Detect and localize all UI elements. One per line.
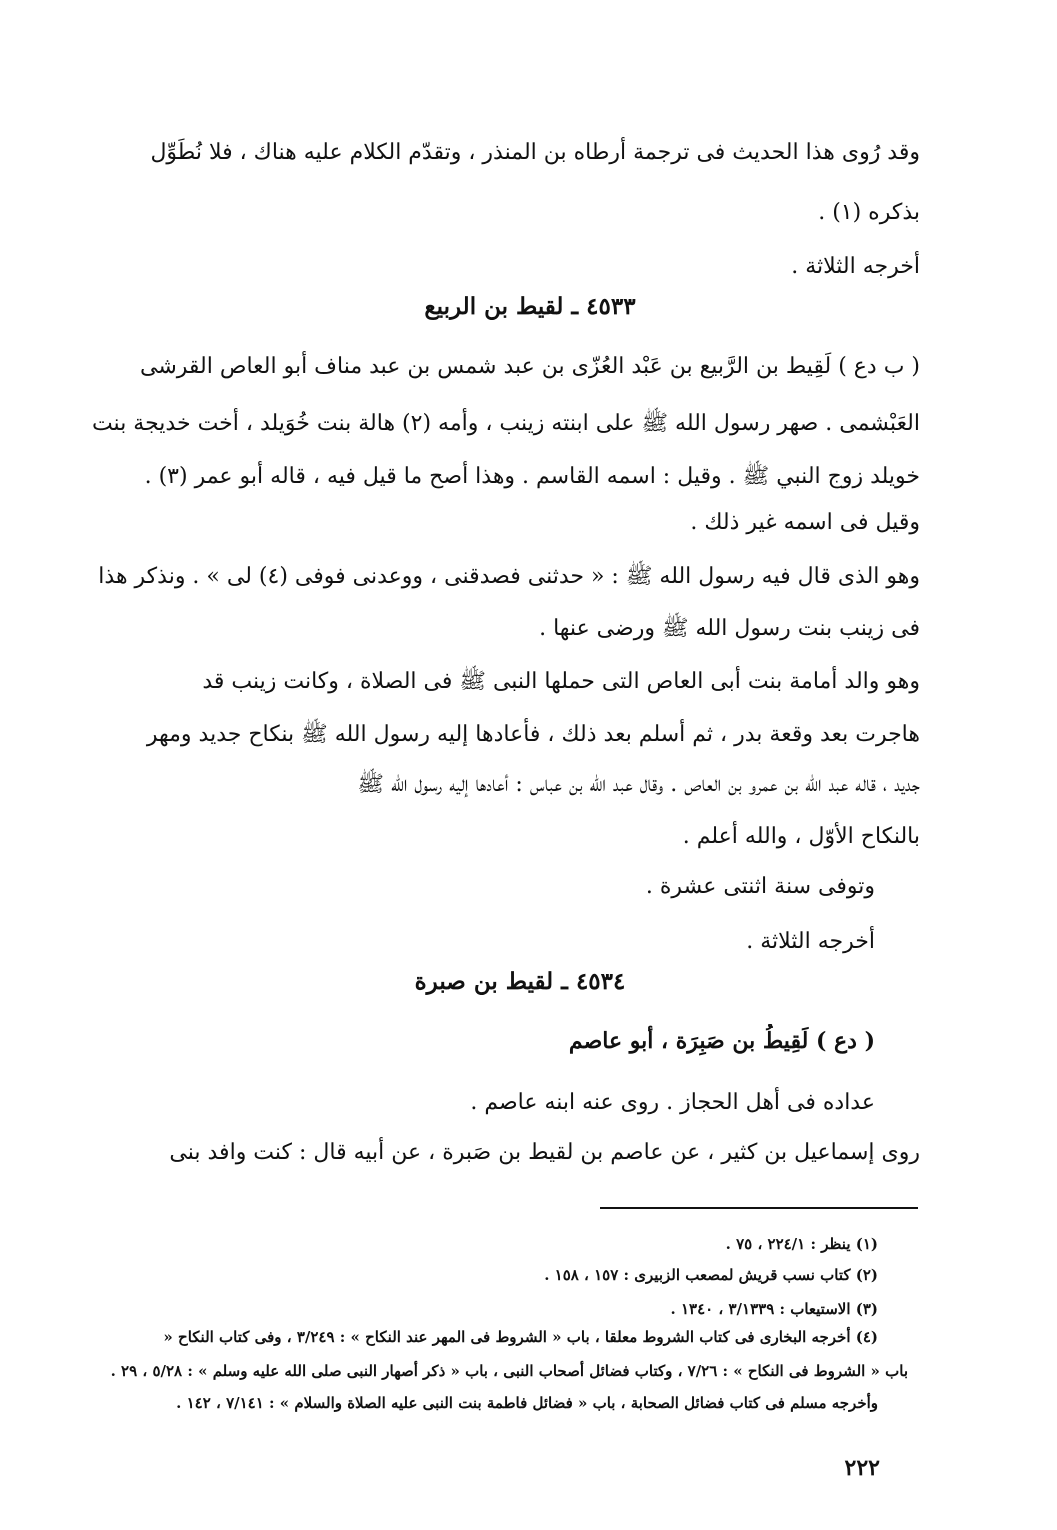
footnote-2: (٢) كتاب نسب قريش لمصعب الزبيرى : ١٥٧ ، ١٥٨ . — [544, 1266, 878, 1284]
entry1-p3-line-1: وهو والد أمامة بنت أبى العاص التى حملها النبى ﷺ فى الصلاة ، وكانت زينب قد — [202, 669, 920, 694]
entry1-p2-line-2: فى زينب بنت رسول الله ﷺ ورضى عنها . — [539, 616, 920, 641]
footnote-3: (٣) الاستيعاب : ٣/١٣٣٩ ، ١٣٤٠ . — [670, 1300, 878, 1318]
entry1-closing-line: أخرجه الثلاثة . — [746, 929, 875, 954]
footnote-separator — [600, 1207, 918, 1209]
entry-heading-4534: ٤٥٣٤ ـ لقيط بن صبرة — [414, 968, 626, 995]
entry2-line-2: عداده فى أهل الحجاز . روى عنه ابنه عاصم . — [470, 1090, 875, 1115]
entry1-p3-line-4: بالنكاح الأوّل ، والله أعلم . — [682, 824, 920, 849]
page-number: ٢٢٢ — [844, 1455, 880, 1481]
footnote-4-line-1: (٤) أخرجه البخارى فى كتاب الشروط معلقا ، باب « الشروط فى المهر عند النكاح » : ٣/٢٤٩ ، وفى كتاب النكاح « — [163, 1328, 878, 1346]
entry2-line-3: روى إسماعيل بن كثير ، عن عاصم بن لقيط بن صَبرة ، عن أبيه قال : كنت وافد بنى — [169, 1140, 920, 1165]
intro-line-3: أخرجه الثلاثة . — [791, 254, 920, 279]
entry1-p3-line-2: هاجرت بعد وقعة بدر ، ثم أسلم بعد ذلك ، فأعادها إليه رسول الله ﷺ بنكاح جديد ومهر — [146, 722, 920, 747]
entry1-p1-line-3: خويلد زوج النبي ﷺ . وقيل : اسمه القاسم . وهذا أصح ما قيل فيه ، قاله أبو عمر (٣) . — [144, 464, 920, 489]
entry1-p3-line-3: جديد ، قاله عبد الله بن عمرو بن العاص . وقال عبد الله بن عباس : أعادها إليه رسول الله ﷺ — [357, 772, 920, 797]
intro-line-1: وقد رُوى هذا الحديث فى ترجمة أرطاه بن المنذر ، وتقدّم الكلام عليه هناك ، فلا نُطَوِّل — [150, 140, 920, 165]
entry1-p1-line-1: ( ب دع ) لَقِيط بن الرَّبيع بن عَبْد العُزّى بن عبد شمس بن عبد مناف أبو العاص القرشى — [140, 354, 920, 379]
entry1-p1-line-4: وقيل فى اسمه غير ذلك . — [690, 510, 920, 535]
footnote-4-line-3: وأخرجه مسلم فى كتاب فضائل الصحابة ، باب « فضائل فاطمة بنت النبى عليه الصلاة والسلام » : ٧/١٤١ ، ١٤٢ . — [176, 1394, 878, 1412]
entry-heading-4533: ٤٥٣٣ ـ لقيط بن الربيع — [424, 293, 636, 320]
intro-line-2: بذكره (١) . — [818, 200, 920, 225]
entry2-line-1: ( دع ) لَقِيطُ بن صَبِرَة ، أبو عاصم — [568, 1028, 875, 1054]
entry1-p1-line-2: العَبْشمى . صهر رسول الله ﷺ على ابنته زينب ، وأمه (٢) هالة بنت خُوَيلد ، أخت خديجة بنت — [91, 411, 920, 436]
entry1-death-line: وتوفى سنة اثنتى عشرة . — [645, 874, 875, 899]
entry1-p2-line-1: وهو الذى قال فيه رسول الله ﷺ : « حدثنى فصدقنى ، ووعدنى فوفى (٤) لى » . ونذكر هذا — [98, 564, 920, 589]
footnote-1: (١) ينظر : ٢٢٤/١ ، ٧٥ . — [725, 1235, 878, 1253]
footnote-4-line-2: باب « الشروط فى النكاح » : ٧/٢٦ ، وكتاب فضائل أصحاب النبى ، باب « ذكر أصهار النبى صلى الله عليه وسلم » : ٥/٢٨ ، ٢٩ . — [110, 1362, 908, 1380]
